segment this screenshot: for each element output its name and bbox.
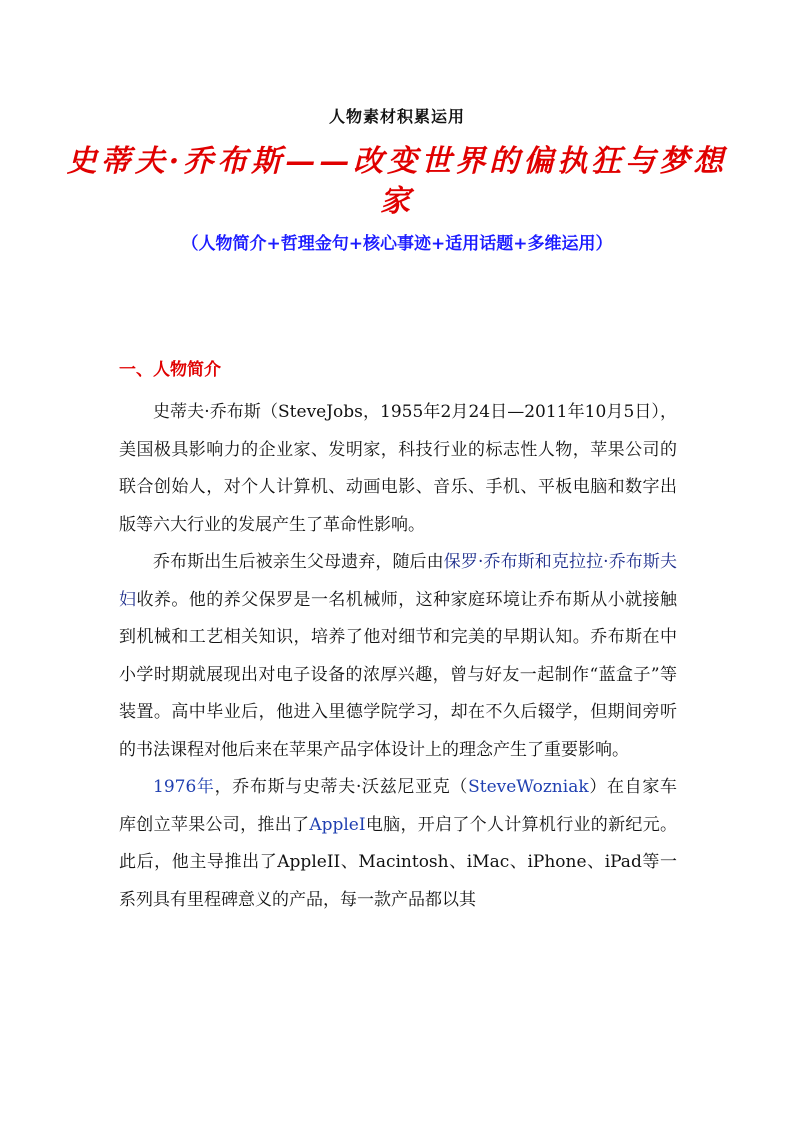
wozniak-name: SteveWozniak: [468, 777, 589, 797]
page-kicker: 人物素材积累运用: [328, 107, 465, 126]
section-heading-profile: 一、人物简介: [119, 360, 221, 380]
adoptive-parents-name: 保罗·乔布斯和克拉拉·乔布斯夫妇: [119, 552, 677, 610]
paragraph-2-part-a: 乔布斯出生后被亲生父母遗弃，随后由: [153, 552, 444, 572]
paragraph-3: [119, 769, 677, 919]
paragraph-3-part-f: 电脑，开启了个人计算机行业的新纪元。此后，他主导推出了AppleII、Macintosh、iMac、iPhone、iPad等一系列具有里程碑意义的产品，每一款产品都以其: [119, 814, 677, 910]
apple-one-name: AppleI: [309, 814, 366, 835]
paragraph-3-part-b: ，乔布斯与史蒂夫·沃兹尼亚克（: [214, 777, 469, 797]
founding-year: 1976年: [153, 777, 215, 797]
section-body: [119, 394, 677, 919]
paragraph-2-part-c: 收养。他的养父保罗是一名机械师，这种家庭环境让乔布斯从小就接触到机械和工艺相关知识，培养了他对细节和完美的早期认知。乔布斯在中小学时期就展现出对电子设备的浓厚兴趣，曾与好友一起制作“蓝盒子”等装置。高中毕业后，他进入里德学院学习，却在不久后辍学，但期间旁听的书法课程对他后来在苹果产品字体设计上的理念产生了重要影响。: [119, 589, 678, 760]
paragraph-2: [119, 544, 677, 769]
page-title: 史蒂夫·乔布斯——改变世界的偏执狂与梦想家: [66, 144, 728, 219]
paragraph-1: 史蒂夫·乔布斯（SteveJobs，1955年2月24日—2011年10月5日），美国极具影响力的企业家、发明家，科技行业的标志性人物，苹果公司的联合创始人，对个人计算机、动画电影、音乐、手机、平板电脑和数字出版等六大行业的发展产生了革命性影响。: [119, 402, 677, 535]
paragraph-3-part-d: ）在自家车库创立苹果公司，推出了: [119, 777, 677, 835]
page-subtitle: （人物简介+哲理金句+核心事迹+适用话题+多维运用）: [181, 234, 613, 254]
